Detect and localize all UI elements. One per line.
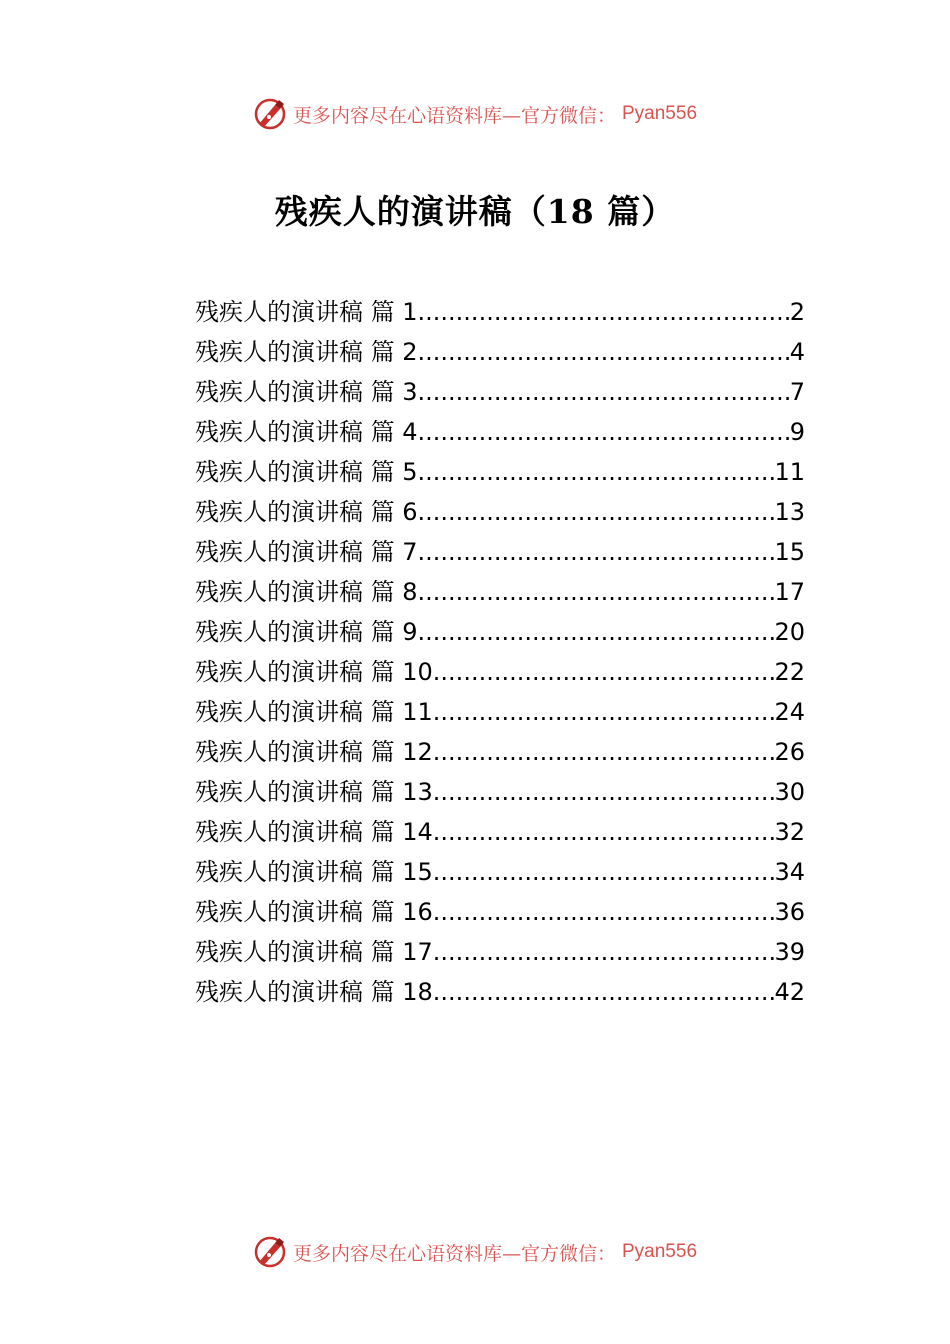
- toc-entry-label: 残疾人的演讲稿 篇 7: [195, 538, 418, 566]
- toc-dot-leader: [418, 292, 790, 332]
- toc-entry[interactable]: [195, 492, 805, 532]
- toc-entry[interactable]: [195, 652, 805, 692]
- toc-entry-label: 残疾人的演讲稿 篇 13: [195, 778, 433, 806]
- toc-entry-page-number: 36: [774, 898, 805, 926]
- pen-nib-logo-icon: [253, 97, 287, 131]
- toc-entry-label: 残疾人的演讲稿 篇 2: [195, 338, 418, 366]
- toc-entry[interactable]: [195, 532, 805, 572]
- toc-entry-page-number: 30: [774, 778, 805, 806]
- toc-entry-label: 残疾人的演讲稿 篇 3: [195, 378, 418, 406]
- toc-entry[interactable]: [195, 292, 805, 332]
- toc-entry-label: 残疾人的演讲稿 篇 8: [195, 578, 418, 606]
- toc-entry-page-number: 20: [774, 618, 805, 646]
- toc-entry-page-number: 22: [774, 658, 805, 686]
- toc-entry-label: 残疾人的演讲稿 篇 12: [195, 738, 433, 766]
- toc-entry[interactable]: [195, 892, 805, 932]
- toc-entry-page-number: 42: [774, 978, 805, 1006]
- toc-entry-page-number: 13: [774, 498, 805, 526]
- toc-dot-leader: [418, 612, 775, 652]
- toc-entry-page-number: 24: [774, 698, 805, 726]
- toc-entry-label: 残疾人的演讲稿 篇 17: [195, 938, 433, 966]
- toc-dot-leader: [418, 492, 775, 532]
- toc-dot-leader: [418, 412, 790, 452]
- toc-dot-leader: [433, 932, 775, 972]
- toc-entry[interactable]: [195, 772, 805, 812]
- toc-entry-label: 残疾人的演讲稿 篇 5: [195, 458, 418, 486]
- toc-dot-leader: [418, 532, 775, 572]
- document-title: 残疾人的演讲稿（18 篇）: [274, 192, 676, 231]
- toc-dot-leader: [433, 852, 775, 892]
- toc-entry[interactable]: [195, 972, 805, 1012]
- toc-entry[interactable]: [195, 692, 805, 732]
- footer-banner: [0, 1234, 950, 1270]
- toc-entry[interactable]: [195, 412, 805, 452]
- toc-entry[interactable]: [195, 932, 805, 972]
- toc-entry-label: 残疾人的演讲稿 篇 4: [195, 418, 418, 446]
- toc-entry[interactable]: [195, 732, 805, 772]
- toc-entry-label: 残疾人的演讲稿 篇 18: [195, 978, 433, 1006]
- toc-entry[interactable]: [195, 332, 805, 372]
- toc-entry-page-number: 9: [789, 418, 805, 446]
- toc-entry-label: 残疾人的演讲稿 篇 6: [195, 498, 418, 526]
- toc-dot-leader: [418, 372, 790, 412]
- toc-entry-page-number: 32: [774, 818, 805, 846]
- toc-entry-page-number: 39: [774, 938, 805, 966]
- toc-dot-leader: [433, 892, 775, 932]
- banner-wechat-id: Pyan556: [622, 103, 698, 124]
- toc-entry-page-number: 17: [774, 578, 805, 606]
- toc-entry-page-number: 26: [774, 738, 805, 766]
- toc-entry-label: 残疾人的演讲稿 篇 1: [195, 298, 418, 326]
- toc-entry-page-number: 2: [789, 298, 805, 326]
- toc-entry[interactable]: [195, 372, 805, 412]
- toc-entry[interactable]: [195, 812, 805, 852]
- toc-entry-label: 残疾人的演讲稿 篇 14: [195, 818, 433, 846]
- header-banner: [0, 96, 950, 132]
- toc-entry-page-number: 4: [789, 338, 805, 366]
- toc-entry[interactable]: [195, 612, 805, 652]
- toc-entry-label: 残疾人的演讲稿 篇 10: [195, 658, 433, 686]
- toc-dot-leader: [418, 572, 775, 612]
- toc-dot-leader: [418, 332, 790, 372]
- table-of-contents: [195, 292, 805, 1012]
- pen-nib-logo-icon: [253, 1235, 287, 1269]
- banner-text: 更多内容尽在心语资料库—官方微信：: [292, 104, 616, 127]
- banner-text: 更多内容尽在心语资料库—官方微信：: [292, 1242, 616, 1265]
- toc-entry-label: 残疾人的演讲稿 篇 15: [195, 858, 433, 886]
- toc-dot-leader: [433, 652, 775, 692]
- toc-entry-label: 残疾人的演讲稿 篇 9: [195, 618, 418, 646]
- banner-wechat-id: Pyan556: [622, 1241, 698, 1262]
- toc-dot-leader: [433, 812, 775, 852]
- toc-dot-leader: [433, 692, 775, 732]
- toc-entry[interactable]: [195, 852, 805, 892]
- toc-dot-leader: [433, 972, 775, 1012]
- toc-entry-page-number: 15: [774, 538, 805, 566]
- toc-entry[interactable]: [195, 452, 805, 492]
- toc-entry-page-number: 7: [789, 378, 805, 406]
- toc-dot-leader: [433, 732, 775, 772]
- toc-entry-page-number: 11: [774, 458, 805, 486]
- toc-dot-leader: [433, 772, 775, 812]
- toc-entry-label: 残疾人的演讲稿 篇 16: [195, 898, 433, 926]
- toc-entry[interactable]: [195, 572, 805, 612]
- toc-entry-page-number: 34: [774, 858, 805, 886]
- toc-dot-leader: [418, 452, 775, 492]
- toc-entry-label: 残疾人的演讲稿 篇 11: [195, 698, 433, 726]
